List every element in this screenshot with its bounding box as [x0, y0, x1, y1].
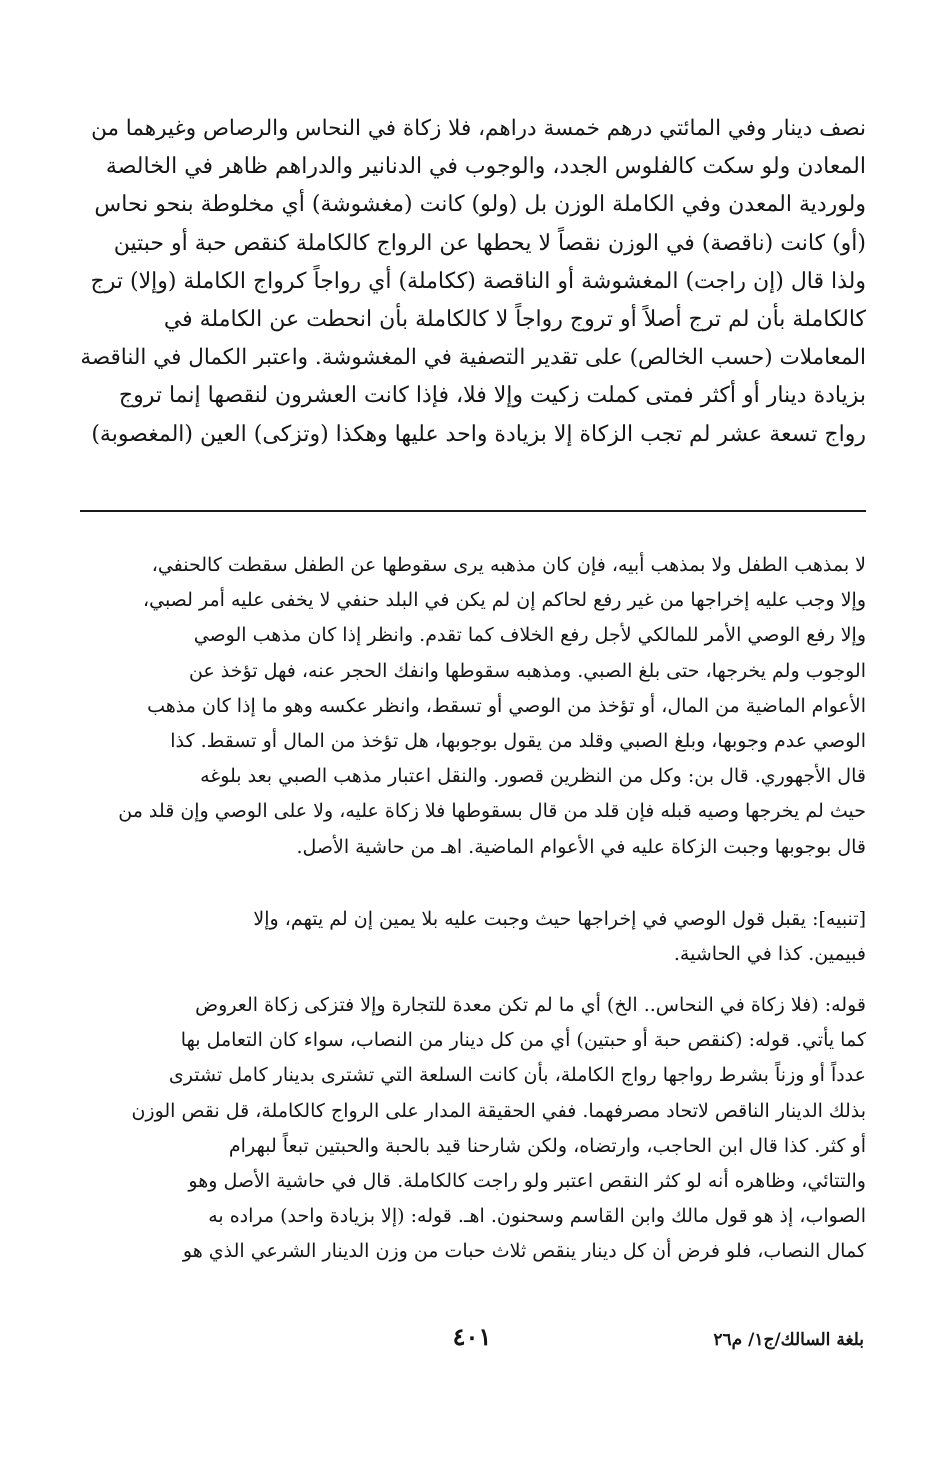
main-text-line: ولذا قال (إن راجت) المغشوشة أو الناقصة (ككاملة) أي رواجاً كرواج الكاملة (وإلا) ترج [90, 268, 866, 294]
main-text-line: ولوردية المعدن وفي الكاملة الوزن بل (ولو) كانت (مغشوشة) أي مخلوطة بنحو نحاس [94, 192, 866, 218]
footnote-line: [تنبيه]: يقبل قول الوصي في إخراجها حيث وجبت عليه بلا يمين إن لم يتهم، وإلا [253, 908, 866, 930]
footnote-block-1 [80, 548, 866, 865]
footnote-line: الأعوام الماضية من المال، أو تؤخذ من الوصي أو تسقط، وانظر عكسه وهو ما إذا كان مذهب [147, 694, 866, 717]
footnote-line: فبيمين. كذا في الحاشية. [673, 943, 866, 966]
footnote-line: الوجوب ولم يخرجها، حتى بلغ الصبي. ومذهبه سقوطها وانفك الحجر عنه، فهل تؤخذ عن [188, 659, 866, 682]
footnote-line: أو كثر. كذا قال ابن الحاجب، وارتضاه، ولكن شارحنا قيد بالحبة والحبتين تبعاً لبهرام [228, 1134, 866, 1157]
main-text-line: كالكاملة بأن لم ترج أصلاً أو تروج رواجاً لا كالكاملة بأن انحطت عن الكاملة في [163, 306, 866, 332]
footnote-line: قال بوجوبها وجبت الزكاة عليه في الأعوام الماضية. اهـ من حاشية الأصل. [296, 835, 866, 858]
footnote-line: والتتائي، وظاهره أنه لو كثر النقص اعتبر ولو راجت كالكاملة. قال في حاشية الأصل وهو [188, 1169, 866, 1192]
footnote-line: كما يأتي. قوله: (كنقص حبة أو حبتين) أي من كل دينار من النصاب، سواء كان التعامل بها [180, 1029, 866, 1052]
footnote-block-2 [80, 902, 866, 972]
page-number: ٤٠١ [452, 1322, 492, 1351]
footnote-line: قال الأجهوري. قال بن: وكل من النظرين قصور. والنقل اعتبار مذهب الصبي بعد بلوغه [200, 765, 866, 788]
main-text-line: بزيادة دينار أو أكثر فمتى كملت زكيت وإلا فلا، فإذا كانت العشرون لنقصها إنما تروج [118, 383, 866, 409]
main-text-line: نصف دينار وفي المائتي درهم خمسة دراهم، فلا زكاة في النحاس والرصاص وغيرهما من [91, 116, 866, 141]
main-text-line: (أو) كانت (ناقصة) في الوزن نقصاً لا يحطها عن الرواج كالكاملة كنقص حبة أو حبتين [113, 230, 866, 256]
footnote-separator [80, 510, 866, 512]
footnote-line: وإلا رفع الوصي الأمر للمالكي لأجل رفع الخلاف كما تقدم. وانظر إذا كان مذهب الوصي [193, 624, 866, 647]
footnote-line: قوله: (فلا زكاة في النحاس.. الخ) أي ما لم تكن معدة للتجارة وإلا فتزكى زكاة العروض [195, 994, 866, 1016]
main-text-line: المعاملات (حسب الخالص) على تقدير التصفية في المغشوشة. واعتبر الكمال في الناقصة [80, 345, 866, 371]
footnote-line: لا بمذهب الطفل ولا بمذهب أبيه، فإن كان مذهبه يرى سقوطها عن الطفل سقطت كالحنفي، [151, 554, 866, 576]
book-reference: بلغة السالك/ج١/ م٢٦ [713, 1330, 864, 1350]
footnote-line: عدداً أو وزناً بشرط رواجها رواج الكاملة، بأن كانت السلعة التي تشترى بدينار كامل تشترى [168, 1064, 866, 1087]
footnote-line: وإلا وجب عليه إخراجها من غير رفع لحاكم إن لم يكن في البلد حنفي لا يخفى عليه أمر لصبي، [142, 589, 866, 612]
main-text-line: رواج تسعة عشر لم تجب الزكاة إلا بزيادة واحد عليها وهكذا (وتزكى) العين (المغصوبة) [91, 421, 866, 447]
footnote-line: حيث لم يخرجها وصيه قبله فإن قلد من قال بسقوطها فلا زكاة عليه، ولا على الوصي وإن قلد من [118, 800, 866, 823]
main-text-block [80, 110, 866, 454]
footnote-block-3 [80, 988, 866, 1270]
footnote-line: كمال النصاب، فلو فرض أن كل دينار ينقص ثلاث حبات من وزن الدينار الشرعي الذي هو [182, 1240, 866, 1263]
footnote-line: الصواب، إذ هو قول مالك وابن القاسم وسحنون. اهـ. قوله: (إلا بزيادة واحد) مراده به [208, 1205, 866, 1228]
footnote-line: الوصي عدم وجوبها، وبلغ الصبي وقلد من يقول بوجوبها، هل تؤخذ من المال أو تسقط. كذا [170, 729, 866, 752]
footnote-line: بذلك الدينار الناقص لاتحاد مصرفهما. ففي الحقيقة المدار على الرواج كالكاملة، قل نقص الوزن [131, 1099, 866, 1122]
main-text-line: المعادن ولو سكت كالفلوس الجدد، والوجوب في الدنانير والدراهم ظاهر في الخالصة [105, 154, 866, 180]
